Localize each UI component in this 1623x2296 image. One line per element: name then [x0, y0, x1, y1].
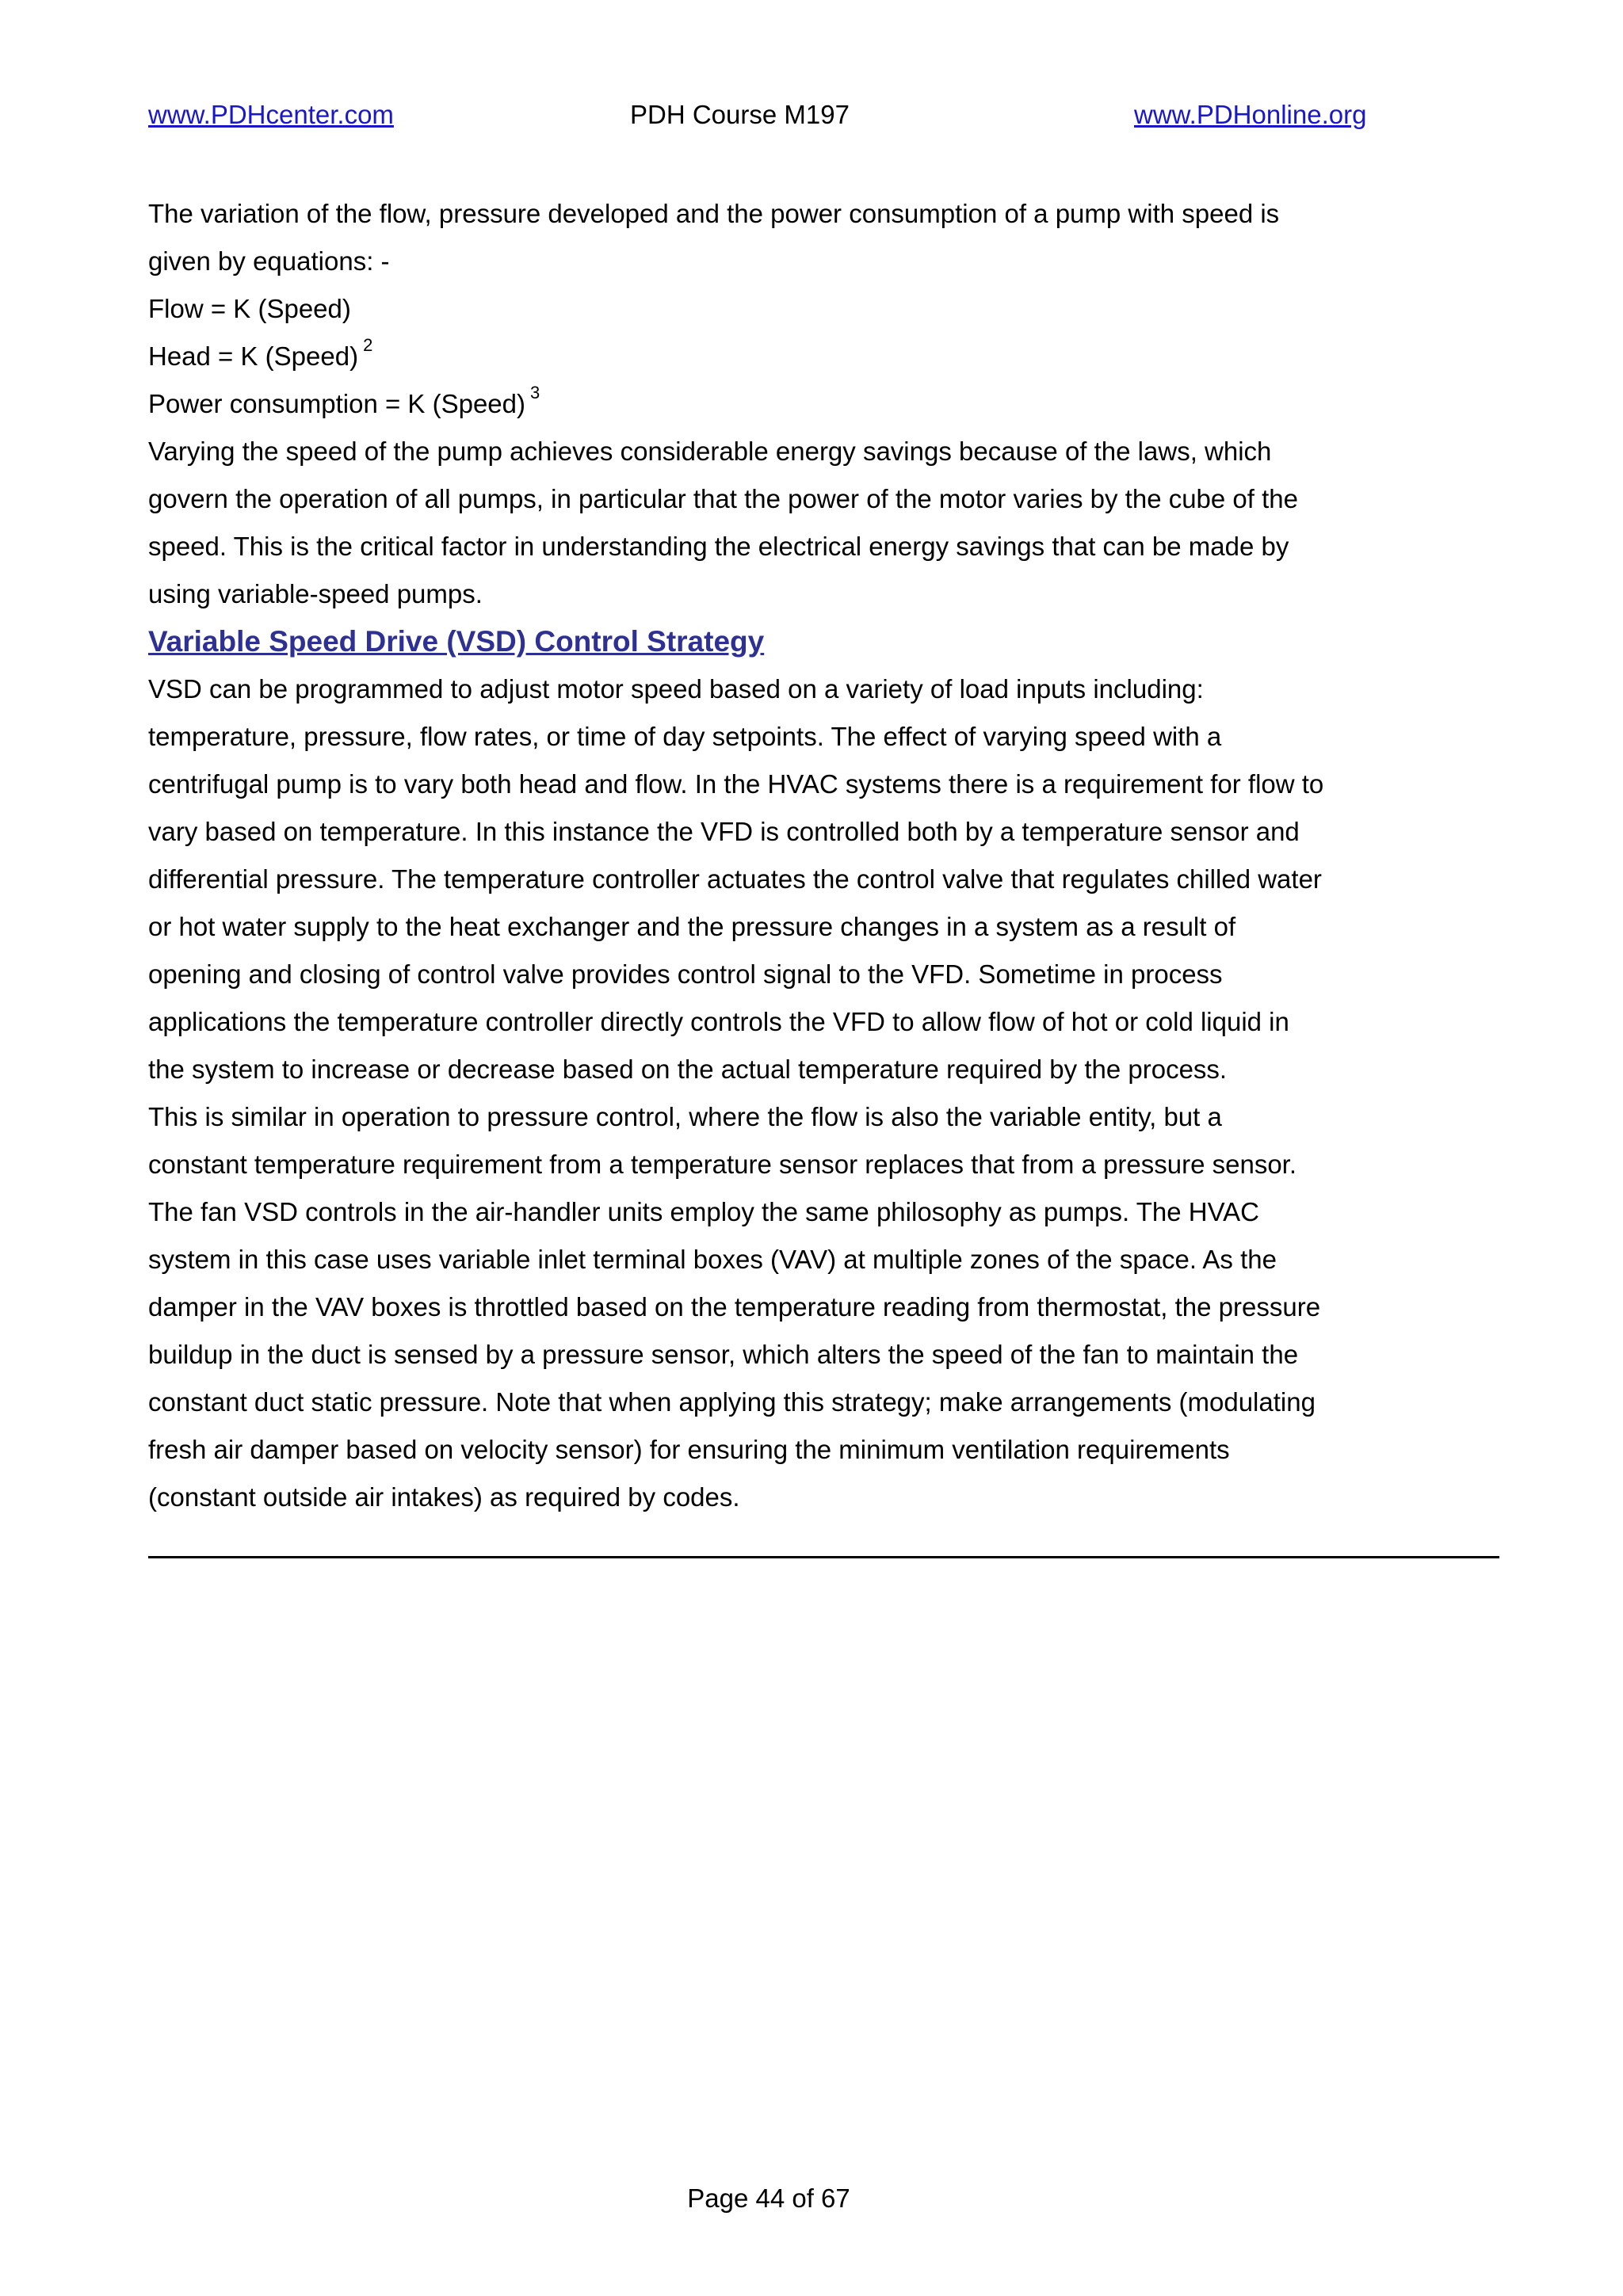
page-header: [148, 97, 1384, 133]
paragraph-line: govern the operation of all pumps, in particular that the power of the motor varies by the cube of the: [148, 484, 1299, 513]
paragraph-line: constant temperature requirement from a temperature sensor replaces that from a pressure sensor.: [148, 1150, 1297, 1179]
paragraph-energy-savings: [148, 428, 1400, 618]
paragraph-line: The fan VSD controls in the air-handler units employ the same philosophy as pumps. The HVAC: [148, 1197, 1259, 1226]
intro-line: given by equations: -: [148, 246, 390, 276]
course-title: PDH Course M197: [630, 100, 850, 129]
head-equation: [148, 333, 1400, 380]
paragraph-line: fresh air damper based on velocity sensor) for ensuring the minimum ventilation requirements: [148, 1435, 1230, 1464]
power-exponent: 3: [530, 383, 540, 402]
paragraph-line: centrifugal pump is to vary both head and flow. In the HVAC systems there is a requirement for flow to: [148, 769, 1324, 799]
paragraph-vsd-strategy: [148, 666, 1400, 1521]
paragraph-line: Varying the speed of the pump achieves considerable energy savings because of the laws, which: [148, 437, 1272, 466]
pdhonline-link[interactable]: www.PDHonline.org: [1134, 100, 1367, 129]
pdhcenter-link[interactable]: www.PDHcenter.com: [148, 100, 394, 129]
power-equation: [148, 380, 1400, 428]
paragraph-line: buildup in the duct is sensed by a pressure sensor, which alters the speed of the fan to maintain the: [148, 1340, 1299, 1369]
document-body: [148, 190, 1400, 1521]
paragraph-line: (constant outside air intakes) as required by codes.: [148, 1482, 740, 1512]
paragraph-line: applications the temperature controller directly controls the VFD to allow flow of hot or cold liquid in: [148, 1007, 1289, 1036]
paragraph-line: system in this case uses variable inlet terminal boxes (VAV) at multiple zones of the space. As the: [148, 1245, 1277, 1274]
paragraph-line: constant duct static pressure. Note that when applying this strategy; make arrangements (modulating: [148, 1387, 1316, 1417]
paragraph-line: differential pressure. The temperature controller actuates the control valve that regulates chilled water: [148, 864, 1322, 894]
section-heading: Variable Speed Drive (VSD) Control Strategy: [148, 625, 765, 658]
horizontal-rule: [148, 1556, 1499, 1558]
page-number: Page 44 of 67: [687, 2183, 850, 2213]
head-equation-text: Head = K (Speed): [148, 341, 359, 371]
paragraph-line: vary based on temperature. In this instance the VFD is controlled both by a temperature sensor and: [148, 817, 1300, 846]
power-equation-text: Power consumption = K (Speed): [148, 389, 526, 418]
paragraph-line: VSD can be programmed to adjust motor speed based on a variety of load inputs including:: [148, 674, 1204, 704]
paragraph-line: opening and closing of control valve provides control signal to the VFD. Sometime in process: [148, 959, 1223, 989]
paragraph-line: the system to increase or decrease based on the actual temperature required by the process.: [148, 1055, 1228, 1084]
paragraph-line: temperature, pressure, flow rates, or time of day setpoints. The effect of varying speed with a: [148, 722, 1222, 751]
flow-equation: Flow = K (Speed): [148, 294, 351, 323]
paragraph-line: or hot water supply to the heat exchanger and the pressure changes in a system as a result of: [148, 912, 1236, 941]
head-exponent: 2: [363, 335, 373, 355]
paragraph-line: speed. This is the critical factor in understanding the electrical energy savings that can be made by: [148, 532, 1289, 561]
paragraph-line: damper in the VAV boxes is throttled based on the temperature reading from thermostat, the pressure: [148, 1292, 1321, 1322]
paragraph-line: using variable-speed pumps.: [148, 579, 483, 608]
intro-line: The variation of the flow, pressure developed and the power consumption of a pump with speed is: [148, 199, 1280, 228]
paragraph-line: This is similar in operation to pressure control, where the flow is also the variable entity, but a: [148, 1102, 1222, 1131]
